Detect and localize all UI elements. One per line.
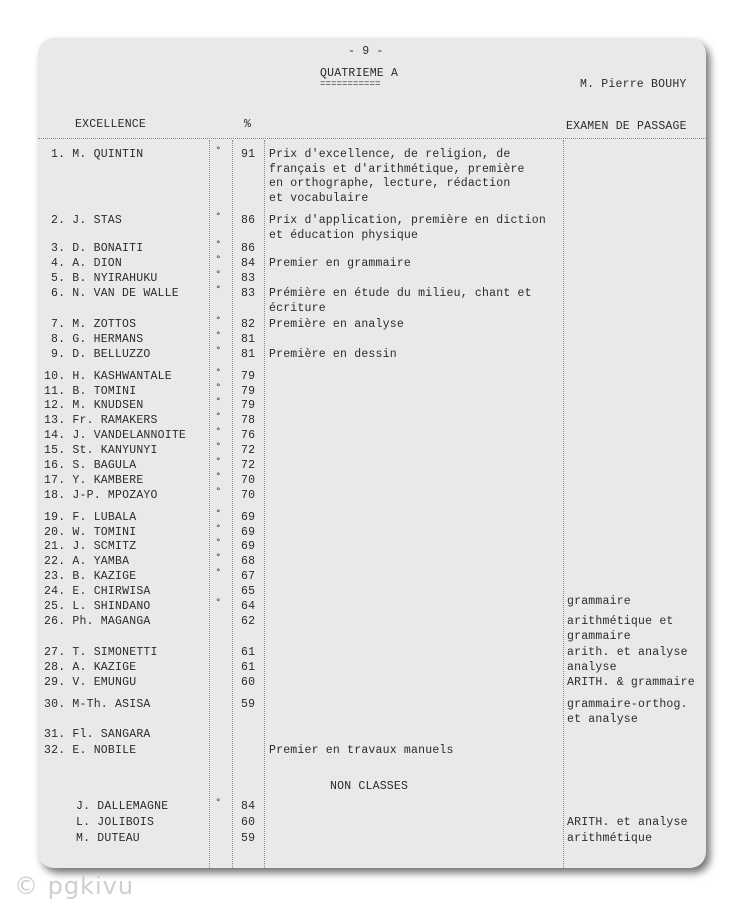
distinction-mark: ° (216, 346, 221, 356)
exam-subject: ARITH. et analyse (567, 816, 688, 829)
percent-value: 84 (241, 800, 256, 813)
distinction-mark: ° (216, 509, 221, 519)
header-exam: EXAMEN DE PASSAGE (566, 120, 687, 133)
student-name: 16. S. BAGULA (44, 459, 137, 472)
remark-line: Premier en travaux manuels (269, 744, 454, 757)
student-name: 7. M. ZOTTOS (51, 318, 137, 331)
class-title: QUATRIEME A (320, 67, 399, 80)
exam-subject: analyse (567, 661, 617, 674)
percent-value: 81 (241, 348, 256, 361)
percent-value: 76 (241, 429, 256, 442)
student-name: 29. V. EMUNGU (44, 676, 137, 689)
distinction-mark: ° (216, 598, 221, 608)
percent-value: 65 (241, 585, 256, 598)
student-name: 5. B. NYIRAHUKU (51, 272, 158, 285)
distinction-mark: ° (216, 412, 221, 422)
percent-value: 86 (241, 214, 256, 227)
student-name: 19. F. LUBALA (44, 511, 137, 524)
teacher-name: M. Pierre BOUHY (580, 78, 687, 91)
percent-value: 69 (241, 540, 256, 553)
student-name: 14. J. VANDELANNOITE (44, 429, 187, 442)
col-divider-4 (563, 140, 564, 868)
percent-value: 79 (241, 385, 256, 398)
student-name: 17. Y. KAMBERE (44, 474, 144, 487)
percent-value: 78 (241, 414, 256, 427)
header-divider (38, 138, 706, 139)
remark-line: écriture (269, 301, 326, 315)
student-name: 25. L. SHINDANO (44, 600, 151, 613)
student-name: 31. Fl. SANGARA (44, 728, 151, 741)
student-name: 10. H. KASHWANTALE (44, 370, 172, 383)
remark-line: en orthographe, lecture, rédaction (269, 177, 511, 191)
student-name: 28. A. KAZIGE (44, 661, 137, 674)
distinction-mark: ° (216, 146, 221, 156)
distinction-mark: ° (216, 427, 221, 437)
distinction-mark: ° (216, 212, 221, 222)
student-name: 24. E. CHIRWISA (44, 585, 151, 598)
remark-line: et vocabulaire (269, 191, 369, 205)
header-excellence: EXCELLENCE (75, 118, 147, 131)
distinction-mark: ° (216, 240, 221, 250)
remark-line: et éducation physique (269, 228, 419, 242)
watermark: © pgkivu (14, 872, 135, 900)
percent-value: 72 (241, 444, 256, 457)
page-number: - 9 - (348, 45, 384, 58)
remark-line: Prix d'application, première en diction (269, 214, 546, 227)
remark-line: Prix d'excellence, de religion, de (269, 148, 511, 161)
percent-value: 61 (241, 661, 256, 674)
col-divider-2 (232, 140, 233, 868)
exam-subject: grammaire (567, 629, 631, 643)
distinction-mark: ° (216, 442, 221, 452)
percent-value: 81 (241, 333, 256, 346)
percent-value: 59 (241, 698, 256, 711)
distinction-mark: ° (216, 798, 221, 808)
student-name: 4. A. DION (51, 257, 123, 270)
remark-line: Prémière en étude du milieu, chant et (269, 287, 532, 300)
document-page (38, 38, 706, 868)
student-name: 12. M. KNUDSEN (44, 399, 144, 412)
percent-value: 82 (241, 318, 256, 331)
percent-value: 67 (241, 570, 256, 583)
distinction-mark: ° (216, 553, 221, 563)
student-name: 30. M-Th. ASISA (44, 698, 151, 711)
percent-value: 72 (241, 459, 256, 472)
student-name: 2. J. STAS (51, 214, 123, 227)
distinction-mark: ° (216, 255, 221, 265)
student-name: 26. Ph. MAGANGA (44, 615, 151, 628)
exam-subject: arithmétique et (567, 615, 674, 628)
distinction-mark: ° (216, 270, 221, 280)
distinction-mark: ° (216, 397, 221, 407)
exam-subject: et analyse (567, 712, 639, 726)
student-name: 9. D. BELLUZZO (51, 348, 151, 361)
percent-value: 60 (241, 816, 256, 829)
percent-value: 83 (241, 272, 256, 285)
percent-value: 68 (241, 555, 256, 568)
distinction-mark: ° (216, 285, 221, 295)
student-name: L. JOLIBOIS (76, 816, 155, 829)
percent-value: 69 (241, 526, 256, 539)
percent-value: 61 (241, 646, 256, 659)
student-name: 6. N. VAN DE WALLE (51, 287, 179, 300)
student-name: 8. G. HERMANS (51, 333, 144, 346)
exam-subject: grammaire (567, 595, 631, 608)
student-name: 20. W. TOMINI (44, 526, 137, 539)
student-name: M. DUTEAU (76, 832, 140, 845)
percent-value: 59 (241, 832, 256, 845)
percent-value: 70 (241, 474, 256, 487)
percent-value: 84 (241, 257, 256, 270)
percent-value: 83 (241, 287, 256, 300)
non-classes-title: NON CLASSES (330, 780, 409, 793)
remark-line: Première en dessin (269, 348, 397, 361)
student-name: 18. J-P. MPOZAYO (44, 489, 158, 502)
student-name: 1. M. QUINTIN (51, 148, 144, 161)
percent-value: 60 (241, 676, 256, 689)
exam-subject: ARITH. & grammaire (567, 676, 695, 689)
student-name: 21. J. SCMITZ (44, 540, 137, 553)
student-name: 11. B. TOMINI (44, 385, 137, 398)
student-name: 3. D. BONAITI (51, 242, 144, 255)
percent-value: 62 (241, 615, 256, 628)
remark-line: Premier en grammaire (269, 257, 412, 270)
percent-value: 79 (241, 399, 256, 412)
distinction-mark: ° (216, 368, 221, 378)
percent-value: 70 (241, 489, 256, 502)
header-percent: % (244, 118, 252, 131)
student-name: 27. T. SIMONETTI (44, 646, 158, 659)
col-divider-1 (209, 140, 210, 868)
col-divider-3 (264, 140, 265, 868)
remark-line: Première en analyse (269, 318, 404, 331)
distinction-mark: ° (216, 472, 221, 482)
class-title-underline: =========== (320, 79, 381, 89)
exam-subject: arith. et analyse (567, 646, 688, 659)
percent-value: 69 (241, 511, 256, 524)
distinction-mark: ° (216, 316, 221, 326)
distinction-mark: ° (216, 331, 221, 341)
distinction-mark: ° (216, 538, 221, 548)
distinction-mark: ° (216, 457, 221, 467)
student-name: 15. St. KANYUNYI (44, 444, 158, 457)
student-name: 23. B. KAZIGE (44, 570, 137, 583)
distinction-mark: ° (216, 383, 221, 393)
percent-value: 79 (241, 370, 256, 383)
exam-subject: grammaire-orthog. (567, 698, 688, 711)
student-name: J. DALLEMAGNE (76, 800, 169, 813)
student-name: 22. A. YAMBA (44, 555, 130, 568)
remark-line: français et d'arithmétique, première (269, 162, 525, 176)
percent-value: 91 (241, 148, 256, 161)
distinction-mark: ° (216, 568, 221, 578)
percent-value: 64 (241, 600, 256, 613)
distinction-mark: ° (216, 487, 221, 497)
student-name: 32. E. NOBILE (44, 744, 137, 757)
student-name: 13. Fr. RAMAKERS (44, 414, 158, 427)
distinction-mark: ° (216, 524, 221, 534)
percent-value: 86 (241, 242, 256, 255)
exam-subject: arithmétique (567, 832, 653, 845)
